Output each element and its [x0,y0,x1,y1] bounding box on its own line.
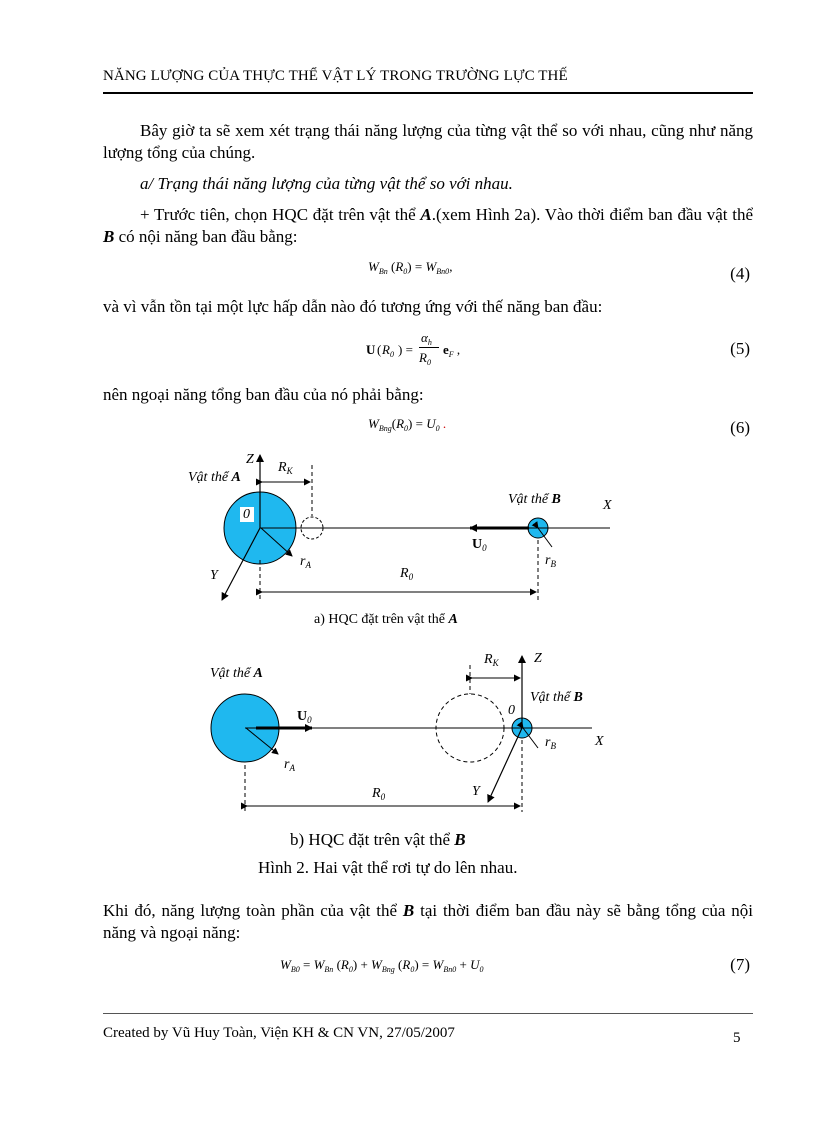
running-header: NĂNG LƯỢNG CỦA THỰC THỂ VẬT LÝ TRONG TRƯỜNG LỰC THẾ [103,68,568,84]
label-rA-b: $r_A$ [284,757,295,773]
figure-b [211,656,592,812]
label-rB-b: $r_B$ [545,735,556,751]
caption-figure-b: b) HQC đặt trên vật thể B [290,830,466,849]
caption-figure-a: a) HQC đặt trên vật thể A [314,612,458,627]
label-body-A-b: Vật thể A [210,666,263,681]
paragraph-choose-frame: + Trước tiên, chọn HQC đặt trên vật thể A.(xem Hình 2a). Vào thời điểm ban đầu vật thể B có nội năng ban đầu bằng: [103,205,753,246]
equation-5-number: (5) [730,339,750,358]
footer-credit: Created by Vũ Huy Toàn, Viện KH & CN VN, 27/05/2007 [103,1025,455,1041]
label-U0-a: $U_0$ [472,537,487,553]
label-RK-b: $R_K$ [484,652,499,668]
label-Y-b: Y [472,784,480,799]
label-rA-a: $r_A$ [300,554,311,570]
label-R0-a: $R_0$ [400,566,414,582]
subsection-heading: a/ Trạng thái năng lượng của từng vật thể so với nhau. [140,174,513,193]
label-Y-a: Y [210,568,218,583]
equation-6: $W_{Bng}(R_0) = U_0$ . [368,416,447,433]
label-origin-a: 0 [243,507,250,522]
page-number: 5 [733,1030,741,1046]
label-body-A-a: Vật thể A [188,470,241,485]
equation-6-number: (6) [730,418,750,437]
equation-7: $W_{B0} = W_{Bn}$ $(R_0) + W_{Bng}$ $(R_0) = W_{Bn0} + U_0$ [280,957,484,974]
label-X-a: X [603,498,612,513]
label-origin-b: 0 [508,703,515,718]
label-Z-a: Z [246,452,254,467]
label-U0-b: $U_0$ [297,709,312,725]
equation-7-number: (7) [730,955,750,974]
paragraph-intro: Bây giờ ta sẽ xem xét trạng thái năng lượng của từng vật thể so với nhau, cũng như năng lượng tổng của chúng. [103,121,753,162]
equation-4: $W_{Bn}$ $(R_0) = W_{Bn0}$, [368,259,453,276]
paragraph-external-energy: nên ngoại năng tổng ban đầu của nó phải bằng: [103,385,424,404]
label-rB-a: $r_B$ [545,553,556,569]
paragraph-total-energy: Khi đó, năng lượng toàn phần của vật thể B tại thời điểm ban đầu này sẽ bằng tổng của nội năng và ngoại năng: [103,901,753,942]
paragraph-potential: và vì vẫn tồn tại một lực hấp dẫn nào đó tương ứng với thế năng ban đầu: [103,297,603,316]
label-body-B-b: Vật thể B [530,690,583,705]
label-Z-b: Z [534,651,542,666]
label-X-b: X [595,734,604,749]
figure-a [222,455,610,600]
label-RK-a: $R_K$ [278,460,293,476]
y-axis-b [488,728,522,802]
footer-rule [103,1013,753,1014]
equation-4-number: (4) [730,264,750,283]
figure-title: Hình 2. Hai vật thể rơi tự do lên nhau. [258,858,518,877]
label-R0-b: $R_0$ [372,786,386,802]
label-body-B-a: Vật thể B [508,492,561,507]
